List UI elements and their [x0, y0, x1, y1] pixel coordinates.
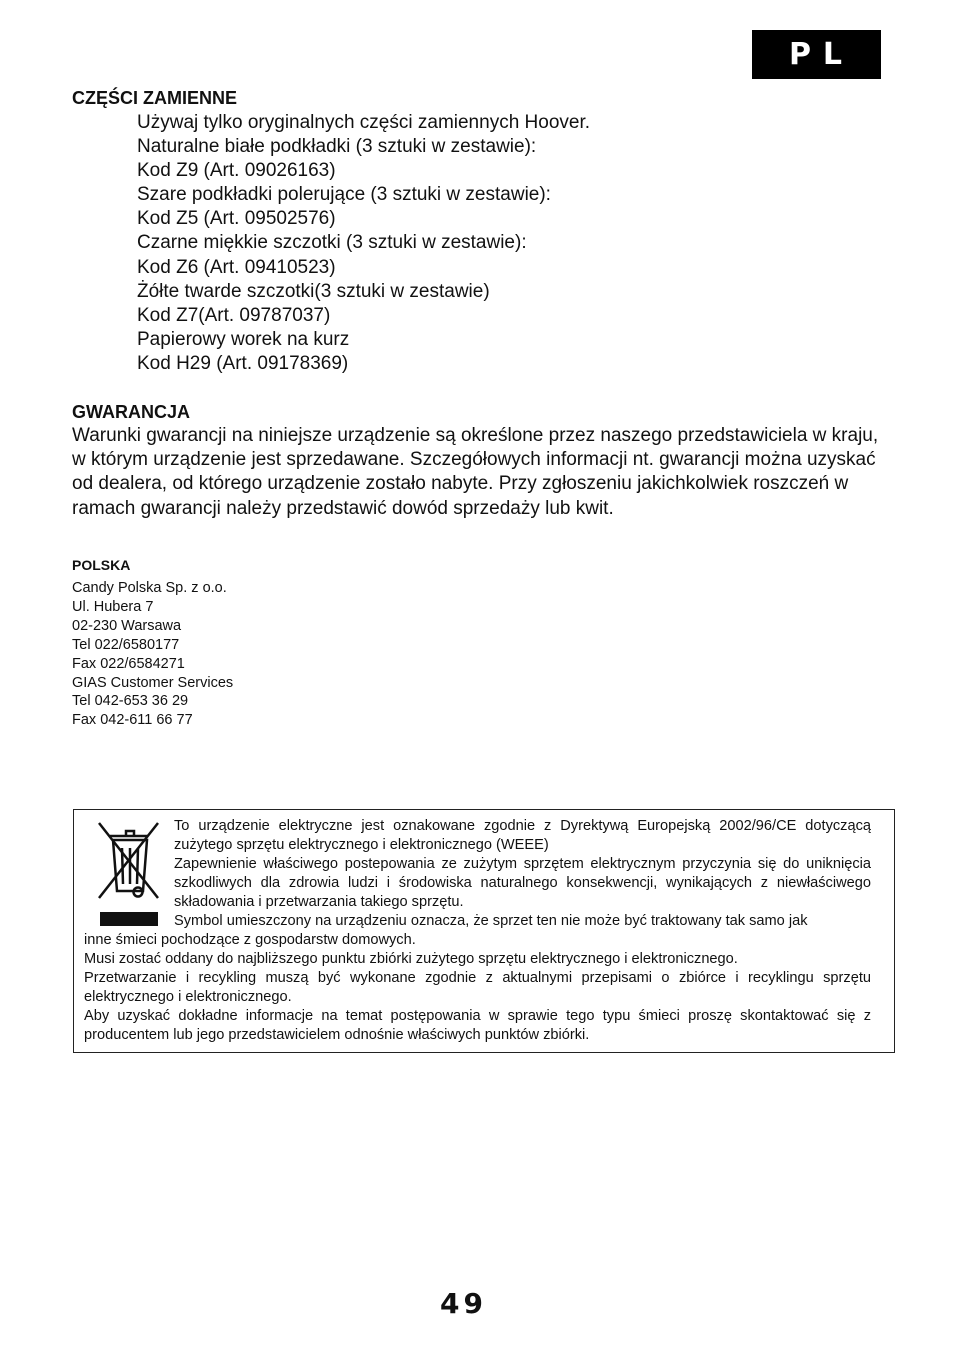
warranty-text: Warunki gwarancji na niniejsze urządzenie są określone przez naszego przedstawiciela w kraju, w którym urządzenie jest sprzedawane. Szczegółowych informacji nt. gwarancji można uzyskać od dealera, od którego urządzenie zostało nabyte. Przy zgłoszeniu jakichkolwiek roszczeń w ramach gwarancji należy przedstawić dowód sprzedaży lub kwit.	[72, 425, 879, 519]
crossed-out-bin-icon	[96, 818, 162, 926]
weee-paragraph: To urządzenie elektryczne jest oznakowane zgodnie z Dyrektywą Europejską 2002/96/CE dotyczącą zużytego sprzętu elektrycznego i elektronicznego (WEEE)	[174, 818, 871, 853]
parts-line: Kod Z9 (Art. 09026163)	[137, 160, 336, 182]
weee-paragraph: inne śmieci pochodzące z gospodarstw domowych.	[84, 932, 416, 948]
parts-line: Kod Z6 (Art. 09410523)	[137, 256, 336, 278]
warranty-heading: GWARANCJA	[72, 402, 191, 422]
contact-line: GIAS Customer Services	[72, 674, 234, 691]
contact-line: Tel 042-653 36 29	[72, 693, 189, 710]
polska-heading: POLSKA	[72, 557, 131, 573]
weee-details	[84, 931, 871, 1045]
contact-line: Fax 042-611 66 77	[72, 712, 193, 729]
parts-line: Żółte twarde szczotki(3 sztuki w zestawie)	[137, 280, 490, 302]
page-number: 49	[440, 1287, 487, 1320]
weee-notice	[73, 809, 895, 1053]
weee-paragraph: Musi zostać oddany do najbliższego punktu zbiórki zużytego sprzętu elektrycznego i elektronicznego.	[84, 951, 738, 967]
contact-line: Ul. Hubera 7	[72, 598, 154, 615]
contact-line: 02-230 Warsawa	[72, 617, 182, 634]
parts-heading: CZĘŚCI ZAMIENNE	[72, 88, 238, 108]
contact-line: Tel 022/6580177	[72, 636, 180, 653]
parts-line: Kod H29 (Art. 09178369)	[137, 352, 349, 374]
parts-list	[137, 111, 590, 376]
contact-line: Fax 022/6584271	[72, 655, 185, 672]
parts-line: Kod Z7(Art. 09787037)	[137, 304, 331, 326]
weee-paragraph: Zapewnienie właściwego postepowania ze zużytym sprzętem elektrycznym przyczynia się do uniknięcia szkodliwych dla zdrowia ludzi i środowiska naturalnego konsekwencji, wynikających z niewłaściwego składowania i przetwarzania takiego sprzętu.	[174, 856, 871, 910]
parts-line: Szare podkładki polerujące (3 sztuki w zestawie):	[137, 184, 551, 206]
contact-line: Candy Polska Sp. z o.o.	[72, 580, 227, 596]
parts-line: Czarne miękkie szczotki (3 sztuki w zestawie):	[137, 232, 527, 254]
language-badge: PL	[752, 30, 881, 79]
weee-paragraph: Symbol umieszczony na urządzeniu oznacza, że sprzet ten nie może być traktowany tak samo jak	[174, 913, 808, 929]
parts-line: Naturalne białe podkładki (3 sztuki w zestawie):	[137, 136, 537, 158]
weee-intro	[174, 817, 871, 931]
parts-line: Używaj tylko oryginalnych części zamiennych Hoover.	[137, 112, 591, 133]
weee-paragraph: Aby uzyskać dokładne informacje na temat postępowania w sprawie tego typu śmieci proszę skontaktować się z producentem lub jego przedstawicielem odnośnie właściwych punktów zbiórki.	[84, 1008, 871, 1043]
parts-line: Papierowy worek na kurz	[137, 328, 350, 350]
parts-line: Kod Z5 (Art. 09502576)	[137, 208, 336, 230]
contact-block	[72, 579, 233, 730]
weee-paragraph: Przetwarzanie i recykling muszą być wykonane zgodnie z aktualnymi przepisami o zbiórce i recyklingu sprzętu elektrycznego i elektronicznego.	[84, 970, 871, 1005]
